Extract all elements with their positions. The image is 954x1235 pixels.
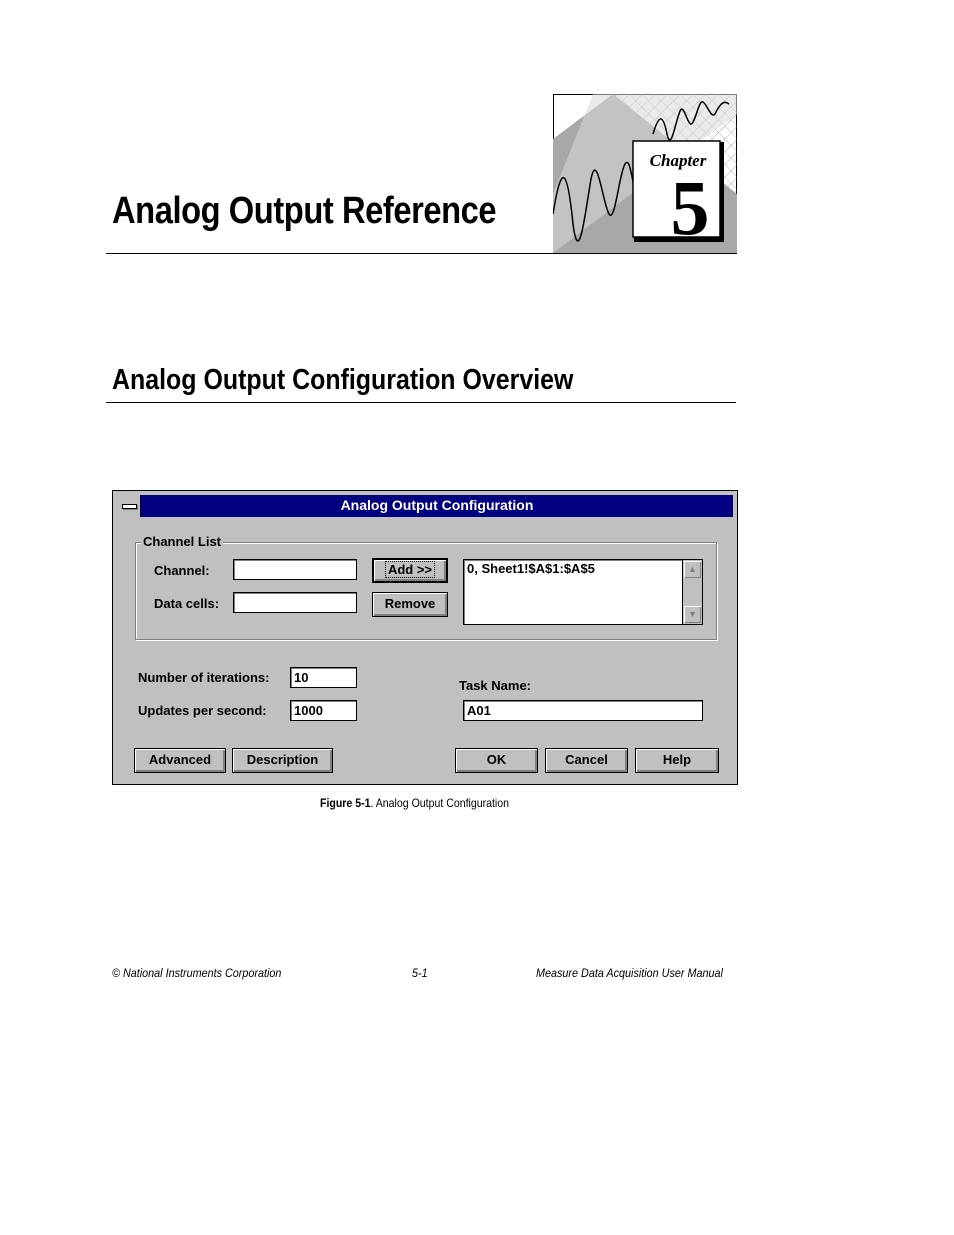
remove-button[interactable]: Remove <box>372 592 448 617</box>
add-button[interactable] <box>372 558 448 583</box>
data-cells-input[interactable] <box>233 592 357 613</box>
footer-manual-title: Measure Data Acquisition User Manual <box>536 966 723 980</box>
listbox-scrollbar[interactable] <box>682 560 702 624</box>
channel-input[interactable] <box>233 559 357 580</box>
system-menu-icon[interactable] <box>117 495 141 517</box>
analog-output-configuration-dialog <box>112 490 738 785</box>
chapter-title: Analog Output Reference <box>112 190 497 232</box>
sine-wave-graphic <box>553 94 737 253</box>
description-button[interactable]: Description <box>232 748 333 773</box>
dialog-titlebar <box>117 495 733 517</box>
footer-copyright: © National Instruments Corporation <box>112 966 282 980</box>
footer-page-number: 5-1 <box>412 966 428 980</box>
iterations-label: Number of iterations: <box>138 670 270 685</box>
channel-listbox[interactable] <box>463 559 703 625</box>
dialog-title: Analog Output Configuration <box>340 497 534 513</box>
section-rule <box>106 402 736 403</box>
scroll-down-icon[interactable]: ▼ <box>684 606 701 623</box>
data-cells-label: Data cells: <box>154 596 220 611</box>
ok-button[interactable]: OK <box>455 748 538 773</box>
updates-input[interactable]: 1000 <box>290 700 357 721</box>
advanced-button[interactable]: Advanced <box>134 748 226 773</box>
task-name-label: Task Name: <box>459 678 532 693</box>
updates-label: Updates per second: <box>138 703 267 718</box>
chapter-label: Chapter <box>649 151 707 170</box>
figure-label: Figure 5-1 <box>320 796 371 810</box>
chapter-number: 5 <box>670 164 710 251</box>
chapter-tab-graphic <box>553 94 737 253</box>
scroll-up-icon[interactable]: ▲ <box>684 561 701 578</box>
channel-label: Channel: <box>154 563 210 578</box>
cancel-button[interactable]: Cancel <box>545 748 628 773</box>
figure-caption-text: . Analog Output Configuration <box>370 796 510 810</box>
figure-caption <box>320 796 509 810</box>
channel-list-label: Channel List <box>143 534 222 549</box>
help-button[interactable]: Help <box>635 748 719 773</box>
iterations-input[interactable]: 10 <box>290 667 357 688</box>
add-button-label: Add >> <box>387 562 433 577</box>
list-item[interactable]: 0, Sheet1!$A$1:$A$5 <box>467 561 595 576</box>
chapter-rule <box>106 253 737 254</box>
section-title: Analog Output Configuration Overview <box>112 364 574 396</box>
task-name-input[interactable]: A01 <box>463 700 703 721</box>
